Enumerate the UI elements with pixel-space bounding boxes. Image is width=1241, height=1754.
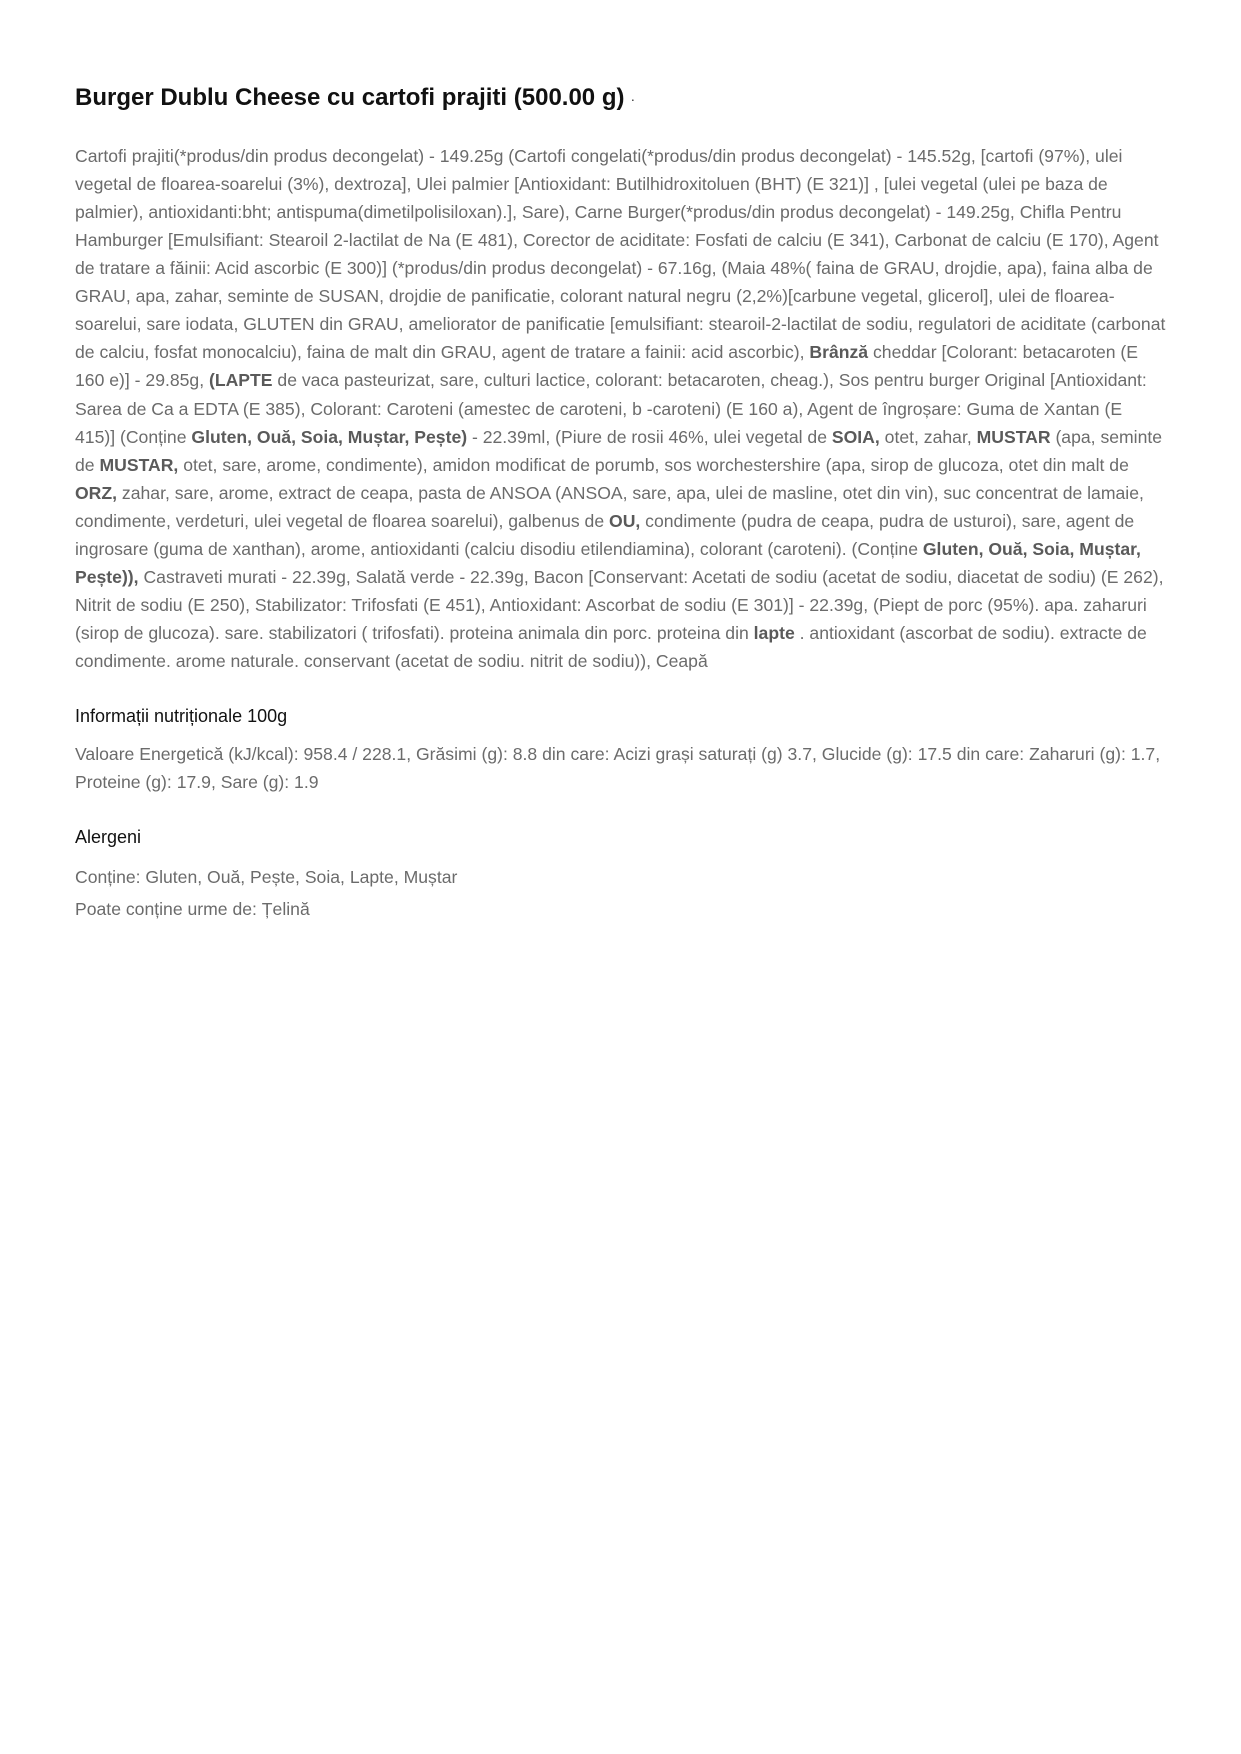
ingredient-allergen-highlight: Gluten, Ouă, Soia, Muștar, Pește)), (75, 538, 1141, 588)
product-title-text: Burger Dublu Cheese cu cartofi prajiti (500.00 g) (75, 84, 625, 111)
ingredient-segment: (apa, seminte de (75, 426, 1163, 475)
ingredient-allergen-highlight: (LAPTE (209, 370, 273, 391)
ingredient-segment: cheddar [Colorant: betacaroten (E 160 e)] - 29.85g, (75, 342, 1139, 391)
product-title (75, 82, 1167, 115)
nutrition-values: Valoare Energetică (kJ/kcal): 958.4 / 228.1, Grăsimi (g): 8.8 din care: Acizi grași saturați (g) 3.7, Glucide (g): 17.5 din care: Zaharuri (g): 1.7, Proteine (g): 17.9, Sare (g): 1.9 (75, 744, 1161, 793)
ingredient-segment: condimente (pudra de ceapa, pudra de usturoi), sare, agent de ingrosare (guma de xanthan), arome, antioxidanti (calciu disodiu etilendiamina), colorant (caroteni). (Conține (75, 510, 1135, 559)
ingredient-segment: zahar, sare, arome, extract de ceapa, pasta de ANSOA (ANSOA, sare, apa, ulei de masline, otet din vin), suc concentrat de lamaie, condimente, verdeturi, ulei vegetal de floarea soarelui), galbenus de (75, 482, 1144, 531)
ingredient-segment: Castraveti murati - 22.39g, Salată verde - 22.39g, Bacon [Conservant: Acetati de sodiu (acetat de sodiu, diacetat de sodiu) (E 262), Nitrit de sodiu (E 250), Stabilizator: Trifosfati (E 451), Antioxidant: Ascorbat de sodiu (E 301)] - 22.39g, (Piept de porc (95%). apa. zaharuri (sirop de glucoza). sare. stabilizatori ( trifosfati). proteina animala din porc. proteina din (75, 567, 1164, 644)
ingredients-text (75, 142, 1167, 676)
ingredient-segment: - 22.39ml, (Piure de rosii 46%, ulei vegetal de (467, 426, 832, 447)
ingredient-allergen-highlight: MUSTAR (976, 426, 1051, 447)
ingredient-allergen-highlight: MUSTAR, (99, 454, 179, 475)
ingredient-segment: otet, zahar, (879, 426, 977, 447)
ingredient-segment: otet, sare, arome, condimente), amidon modificat de porumb, sos worchestershire (apa, sirop de glucoza, otet din malt de (178, 454, 1129, 475)
ingredient-segment: Cartofi prajiti(*produs/din produs decongelat) - 149.25g (Cartofi congelati(*produs/din produs decongelat) - 145.52g, [cartofi (97%), ulei vegetal de floarea-soarelui (3%), dextroza], Ulei palmier [Antioxidant: Butilhidroxitoluen (BHT) (E 321)] , [ulei vegetal (ulei pe baza de palmier), antioxidanti:bht; antispuma(dimetilpolisiloxan).], Sare), Carne Burger(*produs/din produs decongelat) - 149.25g, Chifla Pentru Hamburger [Emulsifiant: Stearoil 2-lactilat de Na (E 481), Corector de aciditate: Fosfati de calciu (E 341), Carbonat de calciu (E 170), Agent de tratare a făinii: Acid ascorbic (E 300)] (*produs/din produs decongelat) - 67.16g, (Maia 48%( faina de GRAU, drojdie, apa), faina alba de GRAU, apa, zahar, seminte de SUSAN, drojdie de panificatie, colorant natural negru (2,2%)[carbune vegetal, glicerol], ulei de floarea-soarelui, sare iodata, GLUTEN din GRAU, ameliorator de panificatie [emulsifiant: stearoil-2-lactilat de sodiu, regulatori de aciditate (carbonat de calciu, fosfat monocalciu), faina de malt din GRAU, agent de tratare a fainii: acid ascorbic), (75, 145, 1166, 363)
ingredient-allergen-highlight: OU, (609, 510, 641, 531)
ingredient-allergen-highlight: Brânză (809, 342, 869, 363)
allergens-contains: Conține: Gluten, Ouă, Pește, Soia, Lapte, Muștar (75, 867, 458, 888)
ingredient-segment: de vaca pasteurizat, sare, culturi lactice, colorant: betacaroten, cheag.), Sos pentru burger Original [Antioxidant: Sarea de Ca a EDTA (E 385), Colorant: Caroteni (amestec de caroteni, b -caroteni) (E 160 a), Agent de îngroșare: Guma de Xantan (E 415)] (Conține (75, 370, 1147, 447)
ingredient-allergen-highlight: SOIA, (831, 426, 880, 447)
ingredient-allergen-highlight: Gluten, Ouă, Soia, Muștar, Pește) (191, 426, 468, 447)
allergens-may-contain: Poate conține urme de: Țelină (75, 899, 310, 920)
ingredient-allergen-highlight: lapte (753, 623, 795, 644)
ingredient-segment: . antioxidant (ascorbat de sodiu). extracte de condimente. arome naturale. conservant (acetat de sodiu. nitrit de sodiu)), Ceapă (75, 623, 1147, 672)
ingredient-allergen-highlight: ORZ, (75, 482, 118, 503)
title-suffix-dot: · (630, 90, 636, 107)
allergens-heading: Alergeni (75, 827, 142, 848)
nutrition-heading: Informații nutriționale 100g (75, 706, 288, 727)
